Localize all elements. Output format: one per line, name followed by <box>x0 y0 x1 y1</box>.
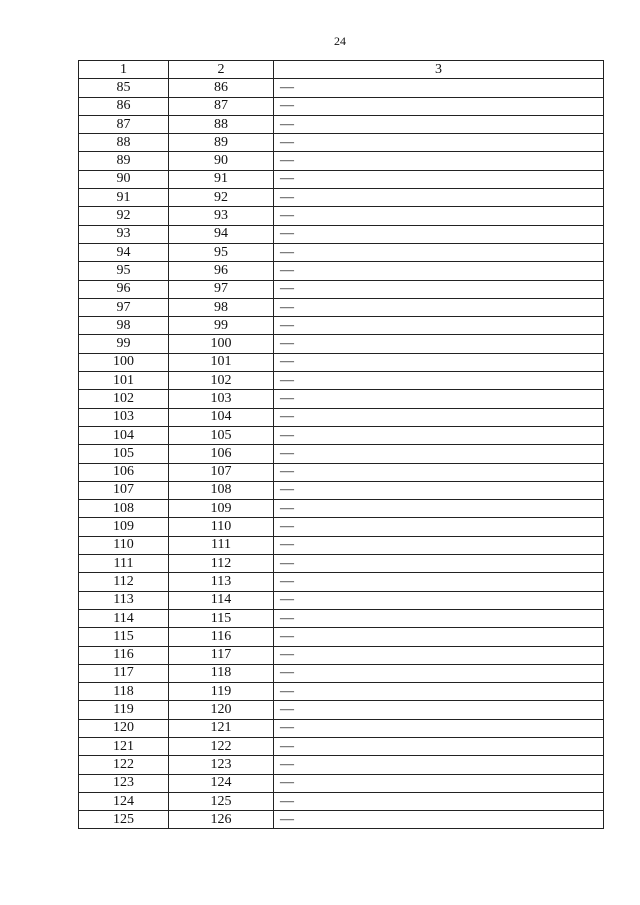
table-cell-col-3: — <box>274 134 604 152</box>
table-row <box>79 298 604 316</box>
table-cell-col-2: 121 <box>169 719 274 737</box>
table-cell-col-2: 113 <box>169 573 274 591</box>
table-cell-col-1: 114 <box>79 609 169 627</box>
table-row <box>79 335 604 353</box>
table-cell-col-3: — <box>274 792 604 810</box>
table-cell-col-1: 91 <box>79 189 169 207</box>
table-row <box>79 555 604 573</box>
table-header <box>79 61 604 79</box>
table-cell-col-3: — <box>274 97 604 115</box>
table-cell-col-1: 99 <box>79 335 169 353</box>
table-row <box>79 408 604 426</box>
table-cell-col-2: 122 <box>169 737 274 755</box>
table-row <box>79 481 604 499</box>
page-number: 24 <box>334 34 346 48</box>
table-cell-col-2: 97 <box>169 280 274 298</box>
table-cell-col-2: 101 <box>169 353 274 371</box>
table-row <box>79 170 604 188</box>
table-cell-col-1: 110 <box>79 536 169 554</box>
table-row <box>79 225 604 243</box>
table-cell-col-2: 104 <box>169 408 274 426</box>
table-cell-col-1: 97 <box>79 298 169 316</box>
table-cell-col-1: 96 <box>79 280 169 298</box>
table-row <box>79 628 604 646</box>
table-row <box>79 189 604 207</box>
table-cell-col-3: — <box>274 664 604 682</box>
table-cell-col-1: 106 <box>79 463 169 481</box>
table-cell-col-3: — <box>274 646 604 664</box>
table-cell-col-3: — <box>274 445 604 463</box>
table-cell-col-3: — <box>274 408 604 426</box>
table-row <box>79 372 604 390</box>
table-cell-col-2: 102 <box>169 372 274 390</box>
table-cell-col-2: 90 <box>169 152 274 170</box>
table-cell-col-2: 93 <box>169 207 274 225</box>
data-table <box>78 60 604 829</box>
table-cell-col-3: — <box>274 481 604 499</box>
table-row <box>79 536 604 554</box>
table-row <box>79 518 604 536</box>
column-header-2: 2 <box>169 61 274 79</box>
table-cell-col-3: — <box>274 372 604 390</box>
table-cell-col-1: 109 <box>79 518 169 536</box>
table-cell-col-2: 88 <box>169 115 274 133</box>
table-cell-col-2: 116 <box>169 628 274 646</box>
table-cell-col-3: — <box>274 207 604 225</box>
table-cell-col-1: 115 <box>79 628 169 646</box>
table-cell-col-2: 126 <box>169 811 274 829</box>
table-row <box>79 207 604 225</box>
table-cell-col-2: 99 <box>169 317 274 335</box>
table-cell-col-2: 117 <box>169 646 274 664</box>
table-body <box>79 79 604 829</box>
table-cell-col-2: 108 <box>169 481 274 499</box>
table-cell-col-1: 90 <box>79 170 169 188</box>
table-row <box>79 646 604 664</box>
table-cell-col-2: 109 <box>169 500 274 518</box>
table-cell-col-1: 112 <box>79 573 169 591</box>
table-cell-col-1: 111 <box>79 555 169 573</box>
table-cell-col-3: — <box>274 811 604 829</box>
table-cell-col-1: 120 <box>79 719 169 737</box>
table-cell-col-1: 86 <box>79 97 169 115</box>
table-cell-col-3: — <box>274 737 604 755</box>
table-row <box>79 115 604 133</box>
table-cell-col-2: 96 <box>169 262 274 280</box>
table-cell-col-1: 100 <box>79 353 169 371</box>
table-cell-col-3: — <box>274 317 604 335</box>
table-cell-col-3: — <box>274 115 604 133</box>
table-cell-col-2: 87 <box>169 97 274 115</box>
table-cell-col-2: 100 <box>169 335 274 353</box>
table-cell-col-1: 105 <box>79 445 169 463</box>
table-cell-col-3: — <box>274 536 604 554</box>
table-cell-col-2: 114 <box>169 591 274 609</box>
table-cell-col-2: 110 <box>169 518 274 536</box>
table-row <box>79 500 604 518</box>
table-cell-col-3: — <box>274 609 604 627</box>
table-cell-col-3: — <box>274 152 604 170</box>
table-cell-col-3: — <box>274 628 604 646</box>
table-cell-col-3: — <box>274 335 604 353</box>
table-cell-col-3: — <box>274 701 604 719</box>
table-cell-col-3: — <box>274 353 604 371</box>
table-cell-col-2: 105 <box>169 426 274 444</box>
table-row <box>79 664 604 682</box>
table-cell-col-1: 118 <box>79 683 169 701</box>
table-cell-col-3: — <box>274 170 604 188</box>
table-row <box>79 426 604 444</box>
table-cell-col-1: 121 <box>79 737 169 755</box>
table-cell-col-1: 101 <box>79 372 169 390</box>
table-cell-col-2: 86 <box>169 79 274 97</box>
table-cell-col-3: — <box>274 426 604 444</box>
table-row <box>79 701 604 719</box>
table-cell-col-3: — <box>274 756 604 774</box>
table-row <box>79 152 604 170</box>
column-header-1: 1 <box>79 61 169 79</box>
table-cell-col-2: 103 <box>169 390 274 408</box>
table-cell-col-1: 108 <box>79 500 169 518</box>
table-cell-col-1: 93 <box>79 225 169 243</box>
table-cell-col-3: — <box>274 189 604 207</box>
table-row <box>79 317 604 335</box>
table-row <box>79 97 604 115</box>
table-cell-col-3: — <box>274 225 604 243</box>
table-cell-col-2: 95 <box>169 243 274 261</box>
table-cell-col-2: 118 <box>169 664 274 682</box>
table-cell-col-2: 107 <box>169 463 274 481</box>
table-cell-col-2: 92 <box>169 189 274 207</box>
table-row <box>79 390 604 408</box>
table-cell-col-3: — <box>274 390 604 408</box>
table-cell-col-3: — <box>274 719 604 737</box>
table-cell-col-2: 125 <box>169 792 274 810</box>
table-cell-col-1: 92 <box>79 207 169 225</box>
table-cell-col-1: 104 <box>79 426 169 444</box>
table-cell-col-2: 115 <box>169 609 274 627</box>
table-cell-col-1: 102 <box>79 390 169 408</box>
table-cell-col-1: 87 <box>79 115 169 133</box>
table-row <box>79 79 604 97</box>
table-row <box>79 756 604 774</box>
table-cell-col-1: 125 <box>79 811 169 829</box>
table-cell-col-2: 106 <box>169 445 274 463</box>
table-cell-col-2: 123 <box>169 756 274 774</box>
table-cell-col-3: — <box>274 500 604 518</box>
table-cell-col-3: — <box>274 262 604 280</box>
table-cell-col-1: 89 <box>79 152 169 170</box>
table-row <box>79 280 604 298</box>
header-row <box>79 61 604 79</box>
table-cell-col-3: — <box>274 298 604 316</box>
table-cell-col-2: 124 <box>169 774 274 792</box>
table-cell-col-3: — <box>274 774 604 792</box>
table-cell-col-1: 85 <box>79 79 169 97</box>
table-cell-col-1: 95 <box>79 262 169 280</box>
table-cell-col-3: — <box>274 518 604 536</box>
table-cell-col-1: 98 <box>79 317 169 335</box>
table-cell-col-1: 88 <box>79 134 169 152</box>
table-row <box>79 737 604 755</box>
table-row <box>79 792 604 810</box>
table-cell-col-2: 111 <box>169 536 274 554</box>
table-row <box>79 774 604 792</box>
table-cell-col-1: 94 <box>79 243 169 261</box>
column-header-3: 3 <box>274 61 604 79</box>
table-row <box>79 445 604 463</box>
table-cell-col-2: 98 <box>169 298 274 316</box>
table-row <box>79 134 604 152</box>
table-row <box>79 463 604 481</box>
table-cell-col-3: — <box>274 463 604 481</box>
table-cell-col-2: 91 <box>169 170 274 188</box>
table-cell-col-3: — <box>274 280 604 298</box>
table-row <box>79 719 604 737</box>
table-cell-col-3: — <box>274 243 604 261</box>
table-row <box>79 591 604 609</box>
table-cell-col-1: 123 <box>79 774 169 792</box>
table-row <box>79 811 604 829</box>
table-cell-col-2: 89 <box>169 134 274 152</box>
table-cell-col-2: 119 <box>169 683 274 701</box>
table-cell-col-2: 120 <box>169 701 274 719</box>
table-cell-col-3: — <box>274 573 604 591</box>
table-row <box>79 573 604 591</box>
table-cell-col-2: 94 <box>169 225 274 243</box>
table-cell-col-3: — <box>274 555 604 573</box>
table-cell-col-1: 122 <box>79 756 169 774</box>
table-cell-col-1: 124 <box>79 792 169 810</box>
table-cell-col-3: — <box>274 79 604 97</box>
table-row <box>79 683 604 701</box>
table-cell-col-1: 117 <box>79 664 169 682</box>
table-cell-col-3: — <box>274 683 604 701</box>
table-cell-col-1: 103 <box>79 408 169 426</box>
table-row <box>79 243 604 261</box>
table-cell-col-3: — <box>274 591 604 609</box>
table-cell-col-1: 116 <box>79 646 169 664</box>
table-cell-col-1: 107 <box>79 481 169 499</box>
table-row <box>79 353 604 371</box>
table-row <box>79 609 604 627</box>
table-row <box>79 262 604 280</box>
table-cell-col-1: 119 <box>79 701 169 719</box>
table-cell-col-2: 112 <box>169 555 274 573</box>
table-cell-col-1: 113 <box>79 591 169 609</box>
